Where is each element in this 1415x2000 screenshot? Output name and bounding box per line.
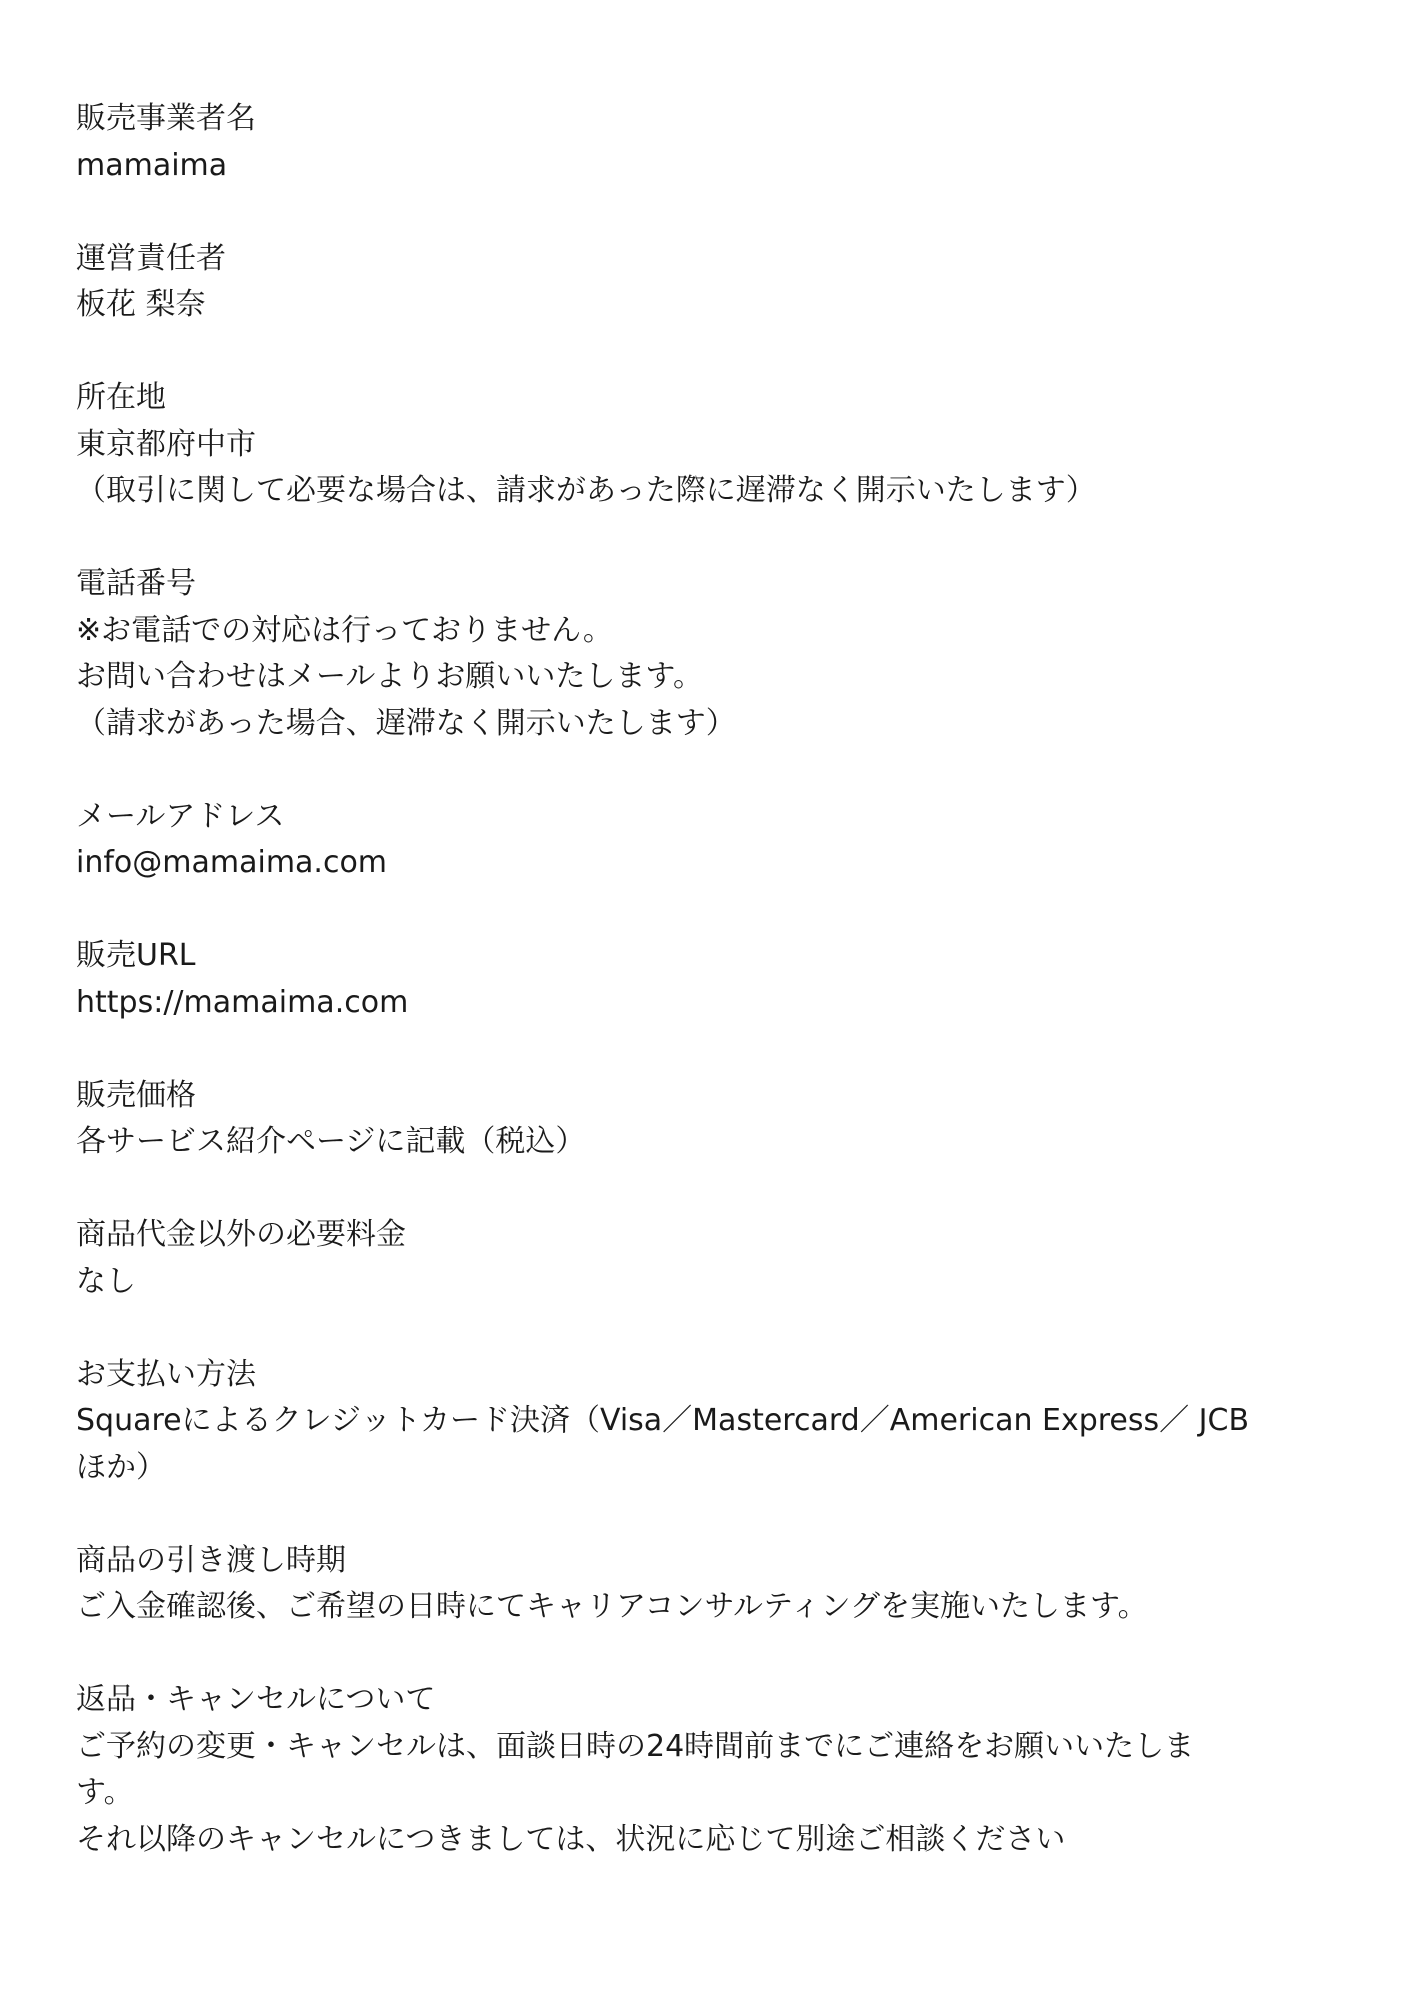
section-value: ご予約の変更・キャンセルは、面談日時の24時間前までにご連絡をお願いいたしま <box>76 1728 1195 1764</box>
section-value: 板花 梨奈 <box>76 287 206 322</box>
section-heading: 運営責任者 <box>76 240 226 276</box>
section-additional-fees <box>76 1212 1366 1305</box>
section-delivery-time <box>76 1538 1366 1631</box>
section-seller-name <box>76 96 1366 189</box>
section-value: mamaima <box>76 147 228 183</box>
section-heading: 返品・キャンセルについて <box>76 1682 436 1717</box>
section-cancellation <box>76 1677 1366 1863</box>
section-value: 各サービス紹介ページに記載（税込） <box>76 1124 586 1159</box>
section-heading: 販売事業者名 <box>76 101 256 136</box>
email-value: info@mamaima.com <box>76 845 388 880</box>
section-value: 東京都府中市 <box>76 426 256 462</box>
section-heading: 商品代金以外の必要料金 <box>76 1217 406 1252</box>
section-value: Squareによるクレジットカード決済（Visa／Mastercard／American Express／ JCB <box>76 1403 1250 1438</box>
section-value: す。 <box>76 1775 134 1810</box>
section-heading: 販売URL <box>76 938 196 973</box>
section-phone <box>76 561 1366 747</box>
section-value: （請求があった場合、遅滞なく開示いたします） <box>76 705 736 741</box>
section-address <box>76 375 1366 515</box>
legal-notice-document <box>76 96 1366 1910</box>
section-heading: 所在地 <box>76 380 166 415</box>
section-price <box>76 1073 1366 1166</box>
section-value: ※お電話での対応は行っておりません。 <box>76 612 613 648</box>
section-value: それ以降のキャンセルにつきましては、状況に応じて別途ご相談ください <box>76 1821 1066 1857</box>
section-value: なし <box>76 1263 136 1299</box>
section-heading: 販売価格 <box>76 1077 196 1113</box>
section-email <box>76 794 1366 887</box>
section-heading: 商品の引き渡し時期 <box>76 1542 346 1578</box>
section-manager <box>76 236 1366 329</box>
section-value: ご入金確認後、ご希望の日時にてキャリアコンサルティングを実施いたします。 <box>76 1589 1148 1624</box>
section-heading: 電話番号 <box>76 566 196 601</box>
section-value: （取引に関して必要な場合は、請求があった際に遅滞なく開示いたします） <box>76 473 1096 508</box>
section-value: ほか） <box>76 1449 166 1485</box>
section-payment-method <box>76 1352 1366 1492</box>
section-heading: メールアドレス <box>76 798 285 834</box>
section-heading: お支払い方法 <box>76 1356 256 1392</box>
section-value: お問い合わせはメールよりお願いいたします。 <box>76 659 703 694</box>
section-sales-url <box>76 933 1366 1026</box>
url-value: https://mamaima.com <box>76 984 409 1020</box>
